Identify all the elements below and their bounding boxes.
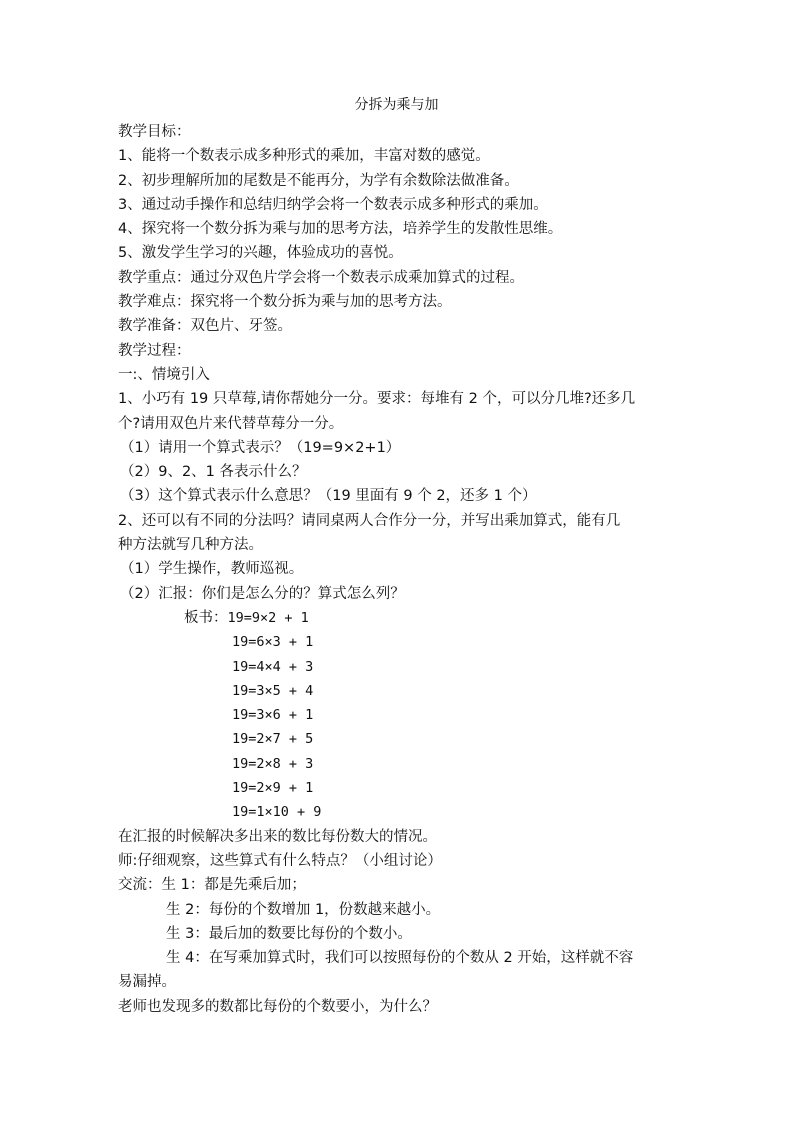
objective-3: 3、通过动手操作和总结归纳学会将一个数表示成多种形式的乘加。 <box>118 196 548 213</box>
board-label: 板书： <box>184 609 228 626</box>
activity-2: （2）汇报：你们是怎么分的？算式怎么列？ <box>120 585 405 602</box>
exchange-student-3: 生 3：最后加的数要比每份的个数小。 <box>166 925 412 942</box>
key-point: 教学重点：通过分双色片学会将一个数表示成乘加算式的过程。 <box>118 269 524 286</box>
exchange-student-4: 生 4：在写乘加算式时，我们可以按照每份的个数从 2 开始，这样就不容 <box>166 950 634 967</box>
document-body <box>118 120 678 1019</box>
paragraph-line: 1、小巧有 19 只草莓,请你帮她分一分。要求：每堆有 2 个，可以分几堆?还多几 <box>118 391 636 408</box>
paragraph-line: 种方法就写几种方法。 <box>118 537 263 554</box>
exchange-student-2: 生 2：每份的个数增加 1，份数越来越小。 <box>166 901 441 918</box>
objective-2: 2、初步理解所加的尾数是不能再分，为学有余数除法做准备。 <box>118 172 519 189</box>
teacher-remark: 老师也发现多的数都比每份的个数要小，为什么？ <box>118 998 437 1015</box>
exchange-student-1: 交流：生 1：都是先乘后加； <box>118 877 306 894</box>
board-equation: 19=2×8 + 3 <box>232 755 314 772</box>
question-3: （3）这个算式表示什么意思？（19 里面有 9 个 2，还多 1 个） <box>120 488 537 505</box>
paragraph-line: 在汇报的时候解决多出来的数比每份数大的情况。 <box>118 828 437 845</box>
board-equation: 19=1×10 + 9 <box>232 804 322 821</box>
question-2: （2）9、2、1 各表示什么？ <box>120 464 307 481</box>
paragraph-line: 2、还可以有不同的分法吗？请同桌两人合作分一分，并写出乘加算式，能有几 <box>118 512 621 529</box>
board-equation: 19=3×6 + 1 <box>232 707 314 724</box>
paragraph-line: 易漏掉。 <box>118 974 176 991</box>
step-heading-intro: 一:、情境引入 <box>118 366 210 383</box>
difficult-point: 教学难点：探究将一个数分拆为乘与加的思考方法。 <box>118 294 452 311</box>
document-title: 分拆为乘与加 <box>354 97 439 113</box>
teaching-materials: 教学准备：双色片、牙签。 <box>118 318 292 335</box>
board-equation: 19=6×3 + 1 <box>232 634 314 651</box>
teacher-prompt: 师:仔细观察，这些算式有什么特点？（小组讨论） <box>118 852 442 869</box>
question-1: （1）请用一个算式表示？（19=9×2+1） <box>120 439 401 456</box>
paragraph-line: 个?请用双色片来代替草莓分一分。 <box>118 415 344 432</box>
board-equation: 19=3×5 + 4 <box>232 682 314 699</box>
board-equation: 19=4×4 + 3 <box>232 658 314 675</box>
board-equation: 19=2×9 + 1 <box>232 780 314 797</box>
board-equation-row <box>118 606 678 630</box>
section-heading-objectives: 教学目标： <box>118 124 191 140</box>
activity-1: （1）学生操作，教师巡视。 <box>120 561 304 578</box>
objective-1: 1、能将一个数表示成多种形式的乘加，丰富对数的感觉。 <box>118 148 490 165</box>
board-equation: 19=9×2 + 1 <box>227 609 309 626</box>
objective-4: 4、探究将一个数分拆为乘与加的思考方法，培养学生的发散性思维。 <box>118 221 563 238</box>
section-heading-process: 教学过程： <box>118 342 191 359</box>
board-equation: 19=2×7 + 5 <box>232 731 314 748</box>
objective-5: 5、激发学生学习的兴趣，体验成功的喜悦。 <box>118 245 403 262</box>
